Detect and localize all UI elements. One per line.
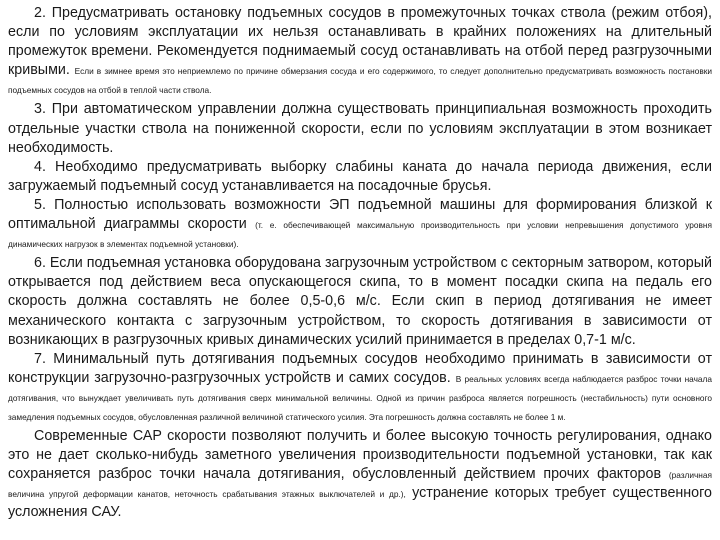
paragraph-5-text: 5. Полностью использовать возможности ЭП подъемной машины для формирования близкой к оптимальной диаграммы скорости: [8, 196, 712, 233]
paragraph-8-tail: устранение которых требует существенного усложнения САУ.: [8, 485, 712, 521]
paragraph-8-note: (различная величина упругой деформации канатов, неточность срабатывания этажных выключателей и др.),: [8, 470, 712, 500]
paragraph-3: 3. При автоматическом управлении должна существовать принципиальная возможность проходить отдельные участки ствола на пониженной скорости, если по условиям эксплуатации в этом возникает необходимость.: [8, 101, 712, 156]
paragraph-7: [8, 350, 712, 426]
paragraph-2-text: 2. Предусматривать остановку подъемных сосудов в промежуточных точках ствола (режим отбоя), если по условиям эксплуатации их нельзя останавливать в крайних положениях на длительный промежуток времени. Рекомендуется поднимаемый сосуд останавливать на отбой перед разгрузочными кривыми.: [8, 5, 712, 79]
paragraph-2-note: Если в зимнее время это неприемлемо по причине обмерзания сосуда и его содержимого, то следует дополнительно предусматривать возможность постановки подъемных сосудов на отбой в теплой части ствола.: [8, 66, 712, 96]
paragraph-8-text: Современные САР скорости позволяют получить и более высокую точность регулирования, однако это не дает сколько-нибудь заметного увеличения производительности подъемной установки, так как сохраняется разброс точки начала дотягивания, обусловленный действием прочих факторов: [8, 428, 712, 483]
paragraph-7-text: 7. Минимальный путь дотягивания подъемных сосудов необходимо принимать в зависимости от конструкции загрузочно-разгрузочных устройств и самих сосудов.: [8, 350, 712, 386]
paragraph-6: 6. Если подъемная установка оборудована загрузочным устройством с секторным затвором, который открывается под действием веса опускающегося скипа, то в момент посадки скипа на педаль его скорость должна составлять не более 0,5-0,6 м/с. Если скип в период дотягивания не имеет механического контакта с загрузочным устройством, то скорость дотягивания в зависимости от возникающих в разгрузочных кривых динамических усилий принимается в пределах 0,7-1 м/с.: [8, 255, 712, 348]
paragraph-5: [8, 196, 712, 253]
paragraph-7-note: В реальных условиях всегда наблюдается разброс точки начала дотягивания, что вынуждает увеличивать путь дотягивания сверх минимальной величины. Одной из причин разброса является погрешность (нестабильность) пути основного замедления подъемных сосудов, обусловленная различной величиной статического усилия. Эта погрешность должна составлять не более 1 м.: [8, 373, 713, 422]
paragraph-2: [8, 4, 712, 99]
paragraph-8: [8, 427, 712, 522]
paragraph-5-note: (т. е. обеспечивающей максимальную производительность при условии непревышения допустимого уровня динамических нагрузок в элементах подъемной установки).: [8, 220, 712, 250]
paragraph-4: 4. Необходимо предусматривать выборку слабины каната до начала периода движения, если загружаемый подъемный сосуд устанавливается на посадочные брусья.: [8, 158, 712, 194]
